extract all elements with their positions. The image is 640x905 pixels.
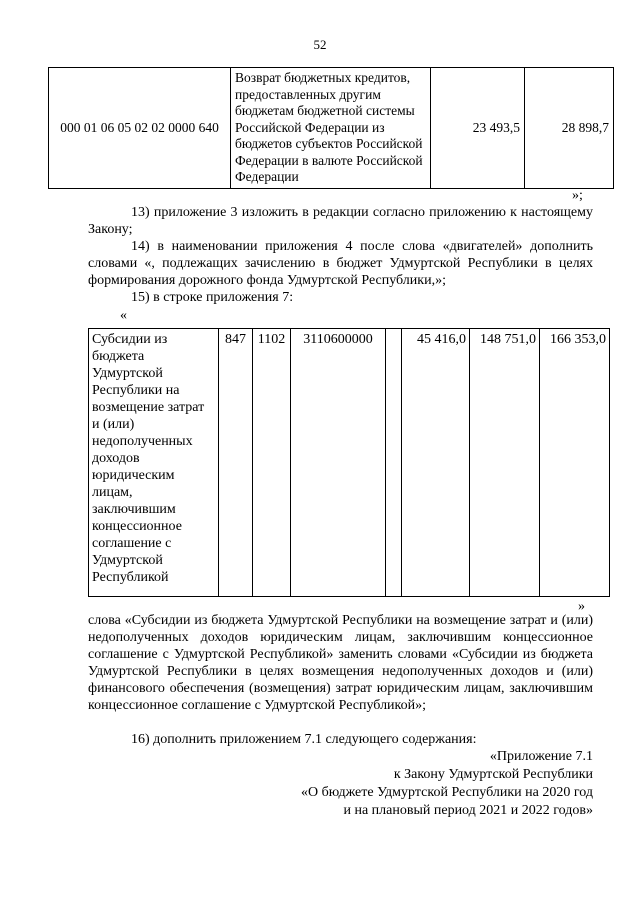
closing-quote-2: » [578,599,585,614]
closing-quote: »; [572,188,583,203]
appendix-header-line-1: «Приложение 7.1 [489,749,593,764]
budget-code-cell: 000 01 06 05 02 02 0000 640 [49,68,231,189]
description-cell: Возврат бюджетных кредитов, предоставленных другим бюджетам бюджетной системы Российской Федерации из бюджетов субъектов Российской Федерации в валюте Российской Федерации [231,68,431,189]
amount-2021-cell: 148 751,0 [470,329,540,597]
appendix-header-line-3: «О бюджете Удмуртской Республики на 2020 год [300,785,593,800]
value-cell-2022: 28 898,7 [525,68,614,189]
value-cell-2021: 23 493,5 [431,68,525,189]
ministry-code-cell: 847 [219,329,253,597]
table-row [89,329,610,597]
opening-quote: « [120,308,127,323]
page-number: 52 [313,37,327,52]
item-14-paragraph: 14) в наименовании приложения 4 после слова «двигателей» дополнить словами «, подлежащих зачислению в бюджет Удмуртской Республики в целях формирования дорожного фонда Удмуртской Республики,»; [88,239,593,288]
appendix-header-line-2: к Закону Удмуртской Республики [393,767,593,782]
item-15-paragraph: 15) в строке приложения 7: [131,290,294,305]
item-16-paragraph: 16) дополнить приложением 7.1 следующего содержания: [131,732,477,747]
expense-type-cell [386,329,402,597]
budget-credit-table [48,67,614,189]
replacement-paragraph: слова «Субсидии из бюджета Удмуртской Республики на возмещение затрат и (или) недополученных доходов юридическим лицам, заключившим концессионное соглашение с Удмуртской Республикой» заменить словами «Субсидии из бюджета Удмуртской Республики в целях возмещения недополученных доходов и (или) финансового обеспечения (возмещения) затрат юридическим лицам, заключившим концессионное соглашение с Удмуртской Республикой»; [88,613,593,713]
table-row [49,68,614,189]
subsidy-table [88,328,610,597]
target-article-cell: 3110600000 [291,329,386,597]
appendix-header-line-4: и на плановый период 2021 и 2022 годов» [343,803,593,818]
item-13-paragraph: 13) приложение 3 изложить в редакции согласно приложению к настоящему Закону; [88,205,593,237]
subsidy-name-cell: Субсидии из бюджета Удмуртской Республики на возмещение затрат и (или) недополученных доходов юридическим лицам, заключившим концессионное соглашение с Удмуртской Республикой [89,329,219,597]
section-code-cell: 1102 [253,329,291,597]
amount-2022-cell: 166 353,0 [540,329,610,597]
amount-2020-cell: 45 416,0 [402,329,470,597]
